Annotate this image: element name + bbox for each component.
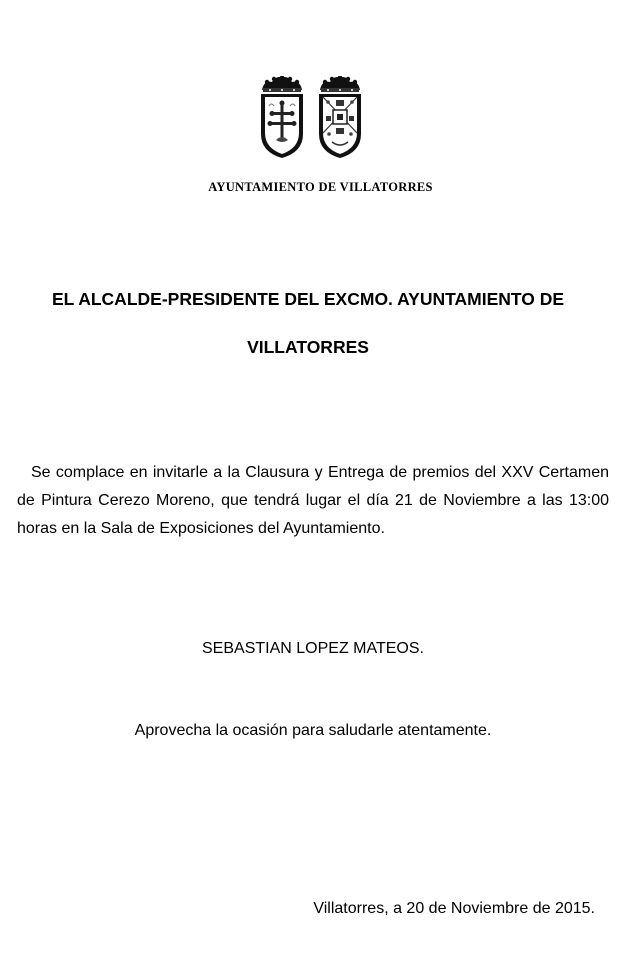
invitation-paragraph: Se complace en invitarle a la Clausura y Entrega de premios del XXV Certamen de Pintura Cerezo Moreno, que tendrá lugar el día 21 de Noviembre a las 13:00 horas en la Sala de Exposiciones del Ayuntamiento. <box>17 464 609 537</box>
left-crest-shield <box>261 94 303 158</box>
coat-of-arms-icon <box>258 76 366 160</box>
right-crest-shield <box>319 94 361 158</box>
closing-greeting: Aprovecha la ocasión para saludarle atentamente. <box>134 722 492 739</box>
council-name: AYUNTAMIENTO DE VILLATORRES <box>208 180 433 194</box>
document-title-line-2: VILLATORRES <box>247 337 369 357</box>
signatory-name: SEBASTIAN LOPEZ MATEOS. <box>202 640 424 657</box>
left-crest-crown <box>262 76 302 92</box>
place-and-date: Villatorres, a 20 de Noviembre de 2015. <box>313 900 595 917</box>
coats-of-arms <box>258 76 366 160</box>
document-title-line-1: EL ALCALDE-PRESIDENTE DEL EXCMO. AYUNTAMIENTO DE <box>51 289 565 309</box>
right-crest-crown <box>320 76 360 92</box>
